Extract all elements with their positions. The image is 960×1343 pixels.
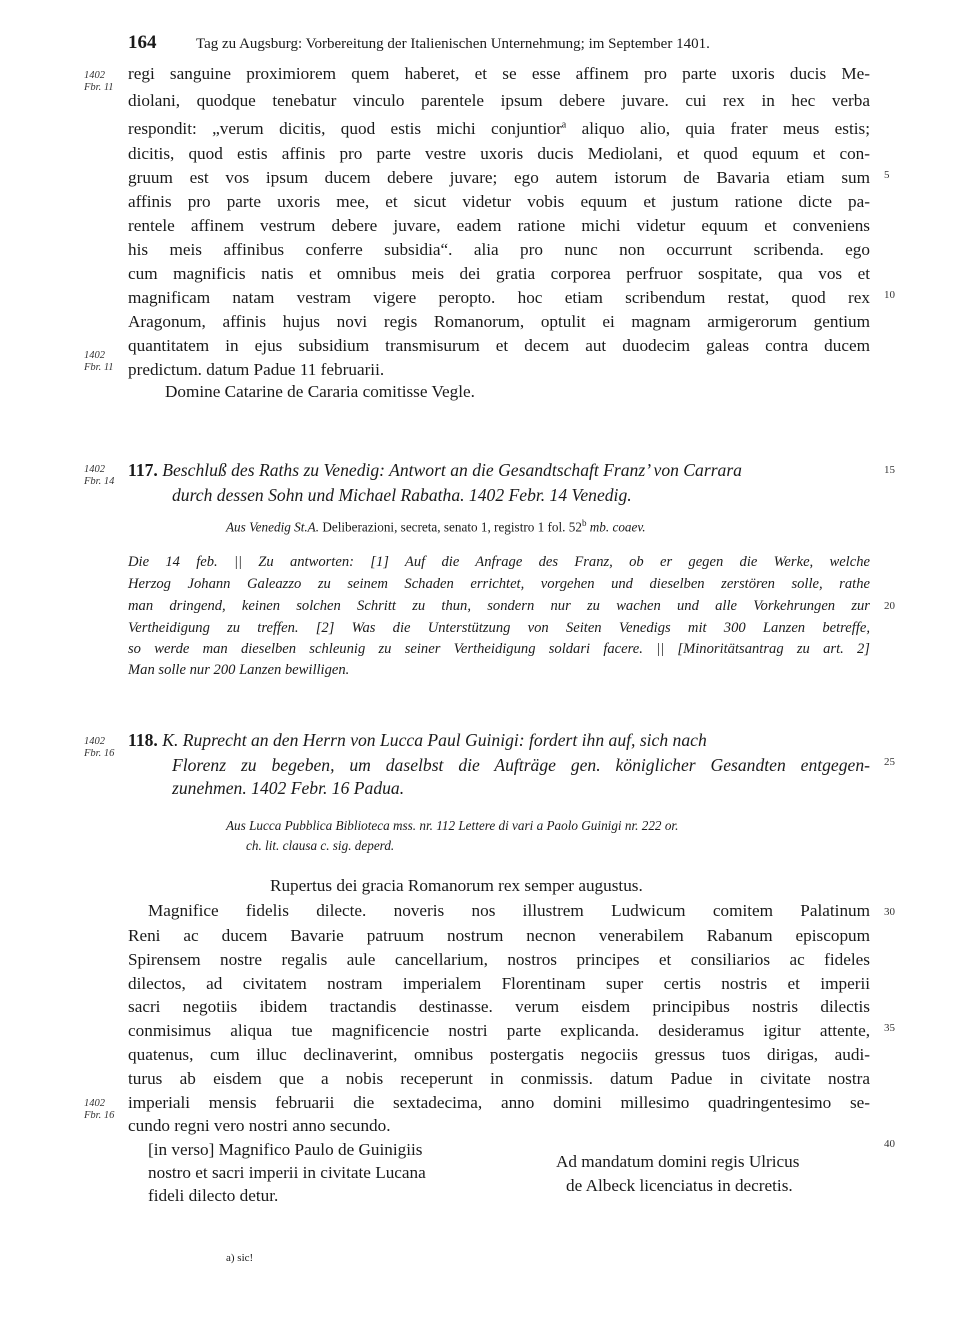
text-line: affinis pro parte uxoris mee, et sicut videtur vobis equum et justum ratione dicte pa- — [128, 192, 870, 211]
text-line: cum magnificis natis et omnibus meis dei gratia corporea perfruor sospitate, qua vos et — [128, 264, 870, 283]
line-number: 35 — [884, 1022, 895, 1034]
doc-117-text-line: so werde man dieselben schleunig zu seiner Vertheidigung soldari facere. || [Minoritätsantrag zu art. 2] — [128, 641, 870, 657]
doc-117-text-line: Herzog Johann Galeazzo zu seinem Schaden errichtet, vorgehen und dieselben zerstören solle, rathe — [128, 576, 870, 592]
text-line: gruum est vos ipsum ducem debere juvare; ego autem istorum de Bavaria etiam sum — [128, 168, 870, 187]
text-line: regi sanguine proximiorem quem haberet, et se esse affinem pro parte uxoris ducis Me- — [128, 64, 870, 83]
doc-118-source: ch. lit. clausa c. sig. deperd. — [246, 838, 395, 853]
text-line: Aragonum, affinis hujus novi regis Romanorum, optulit ei magnam armigerorum gentium — [128, 312, 870, 331]
text-line: dicitis, quod estis affinis pro parte vestre uxoris ducis Mediolani, et quod equum et con- — [128, 144, 870, 163]
line-number: 20 — [884, 600, 895, 612]
line-number: 10 — [884, 289, 895, 301]
doc-118-text-line: Spirensem nostre regalis aule cancellarium, nostros principes et consiliarios ac fideles — [128, 950, 870, 969]
doc-118-title-cont: zunehmen. 1402 Febr. 16 Padua. — [172, 778, 405, 798]
text-line: quantitatem in ejus subsidium transmisurum et decem aut duodecim galeas contra ducem — [128, 336, 870, 355]
doc-118-text-line: Reni ac ducem Bavarie patruum nostrum necnon venerabilem Rabanum episcopum — [128, 926, 870, 945]
verso-address: fideli dilecto detur. — [148, 1186, 279, 1205]
chancery-note: de Albeck licenciatus in decretis. — [566, 1176, 793, 1195]
doc-117-text-line: Vertheidigung zu treffen. [2] Was die Unterstützung von Seiten Venedigs mit 300 Lanzen betreffe, — [128, 620, 870, 636]
doc-117-text-line: Man solle nur 200 Lanzen bewilligen. — [128, 662, 350, 678]
doc-117-source: Aus Venedig St.A. Deliberazioni, secreta, senato 1, registro 1 fol. 52$^b$ mb. coaev. — [226, 518, 646, 535]
salutation: Rupertus dei gracia Romanorum rex semper augustus. — [270, 876, 643, 895]
margin-date: 1402 Fbr. 16 — [84, 1098, 115, 1121]
doc-118-title-cont: Florenz zu begeben, um daselbst die Aufträge gen. königlicher Gesandten entgegen- — [172, 755, 870, 775]
chancery-note: Ad mandatum domini regis Ulricus — [556, 1152, 800, 1171]
line-number: 40 — [884, 1138, 895, 1150]
verso-address: [in verso] Magnifico Paulo de Guinigiis — [148, 1140, 423, 1159]
text-line: his meis affinibus conferre subsidia“. alia pro nunc non occurrunt scribenda. ego — [128, 240, 870, 259]
line-number: 15 — [884, 464, 895, 476]
doc-118-text-line: cundo regni vero nostri anno secundo. — [128, 1116, 391, 1135]
line-number: 25 — [884, 756, 895, 768]
margin-date: 1402 Fbr. 16 — [84, 736, 115, 759]
margin-date: 1402 Fbr. 11 — [84, 70, 114, 93]
doc-117-title-cont: durch dessen Sohn und Michael Rabatha. 1402 Febr. 14 Venedig. — [172, 485, 632, 505]
text-line: respondit: „verum dicitis, quod estis michi conjuntior$^a$ aliquo alio, quia frater meus estis; — [128, 119, 871, 138]
page-number: 164 — [128, 32, 157, 53]
text-line: magnificam natam vestram vigere peropto. hoc etiam scribendum restat, quod rex — [128, 288, 870, 307]
text-line: predictum. datum Padue 11 februarii. — [128, 360, 385, 379]
line-number: 5 — [884, 169, 890, 181]
doc-118-text-line: Magnifice fidelis dilecte. noveris nos illustrem Ludwicum comitem Palatinum — [148, 901, 870, 920]
doc-117-text-line: man dringend, keinen solchen Schritt zu thun, sondern nur zu wachen und alle Vorkehrungen zur — [128, 598, 870, 614]
doc-118-text-line: turus ab eisdem que a nobis receperunt in conmissis. datum Padue in civitate nostra — [128, 1069, 870, 1088]
margin-date: 1402 Fbr. 11 — [84, 350, 114, 373]
doc-118-source: Aus Lucca Pubblica Biblioteca mss. nr. 112 Lettere di vari a Paolo Guinigi nr. 222 or. — [226, 818, 679, 833]
doc-118-text-line: conmisimus aliqua tue magnificencie nostri parte explicanda. desideramus igitur attente, — [128, 1021, 870, 1040]
doc-117-title: 117. Beschluß des Raths zu Venedig: Antwort an die Gesandtschaft Franz’ von Carrara — [128, 460, 742, 480]
margin-date: 1402 Fbr. 14 — [84, 464, 115, 487]
letter-address: Domine Catarine de Cararia comitisse Vegle. — [165, 382, 475, 401]
doc-118-text-line: dilectos, ad civitatem nostram imperialem Florentinam super certis nostris et imperii — [128, 974, 870, 993]
doc-number: 117. — [128, 460, 158, 480]
doc-117-text-line: Die 14 feb. || Zu antworten: [1] Auf die Anfrage des Franz, ob er gegen die Werke, welche — [128, 554, 870, 570]
doc-118-text-line: quatenus, cum illuc declinaverint, omnibus postergatis negociis gressus tuos dirigas, audi- — [128, 1045, 870, 1064]
doc-number: 118. — [128, 730, 158, 750]
doc-118-text-line: imperiali mensis februarii die sextadecima, anno domini millesimo quadringentesimo se- — [128, 1093, 870, 1112]
footnote: a) sic! — [226, 1252, 254, 1264]
doc-118-text-line: sacri negotiis ibidem tractandis destinasse. verum eisdem principibus nostris dilectis — [128, 997, 870, 1016]
verso-address: nostro et sacri imperii in civitate Lucana — [148, 1163, 426, 1182]
running-title: Tag zu Augsburg: Vorbereitung der Italienischen Unternehmung; im September 1401. — [195, 36, 710, 52]
doc-118-title: 118. K. Ruprecht an den Herrn von Lucca Paul Guinigi: fordert ihn auf, sich nach — [128, 730, 707, 750]
text-line: rentele affinem vestrum debere juvare, eadem ratione michi videtur equum et conveniens — [128, 216, 870, 235]
text-line: diolani, quodque tenebatur vinculo parentele ipsum debere juvare. cui rex in hec verba — [128, 91, 870, 110]
line-number: 30 — [884, 906, 895, 918]
running-header — [128, 32, 710, 54]
footnote-mark: a — [561, 119, 567, 131]
